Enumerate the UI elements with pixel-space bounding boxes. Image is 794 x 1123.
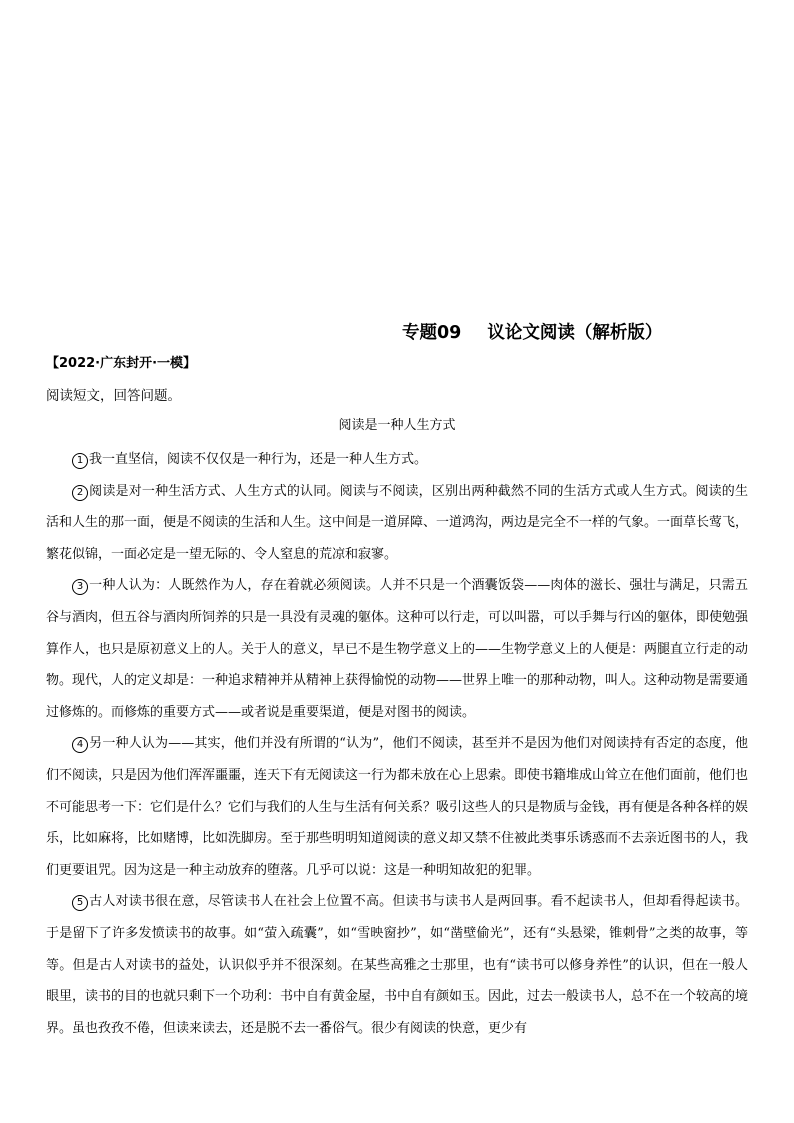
paragraph-number-badge: 1 [72, 453, 88, 469]
source-tag: 【2022·广东封开·一模】 [46, 356, 197, 371]
paragraph-text: 另一种人认为——其实，他们并没有所谓的“认为”，他们不阅读，甚至并不是因为他们对阅读持有否定的态度，他们不阅读，只是因为他们浑浑噩噩，连天下有无阅读这一行为都未放在心上思索。即使书籍堆成山耸立在他们面前，他们也不可能思考一下：它们是什么？它们与我们的人生与生活有何关系？吸引这些人的只是物质与金钱，再有便是各种各样的娱乐，比如麻将，比如赌博，比如洗脚房。至于那些明明知道阅读的意义却又禁不住被此类事乐诱惑而不去亲近图书的人，我们更要诅咒。因为这是一种主动放弃的堕落。几乎可以说：这是一种明知故犯的犯罪。 [46, 736, 749, 878]
paragraph-number-badge: 5 [72, 895, 88, 911]
paragraph-1 [46, 444, 748, 476]
paragraph-number-badge: 4 [72, 737, 88, 753]
paragraph-5 [46, 886, 748, 1044]
title-topic-number: 专题09 [402, 323, 462, 343]
title-topic-name: 议论文阅读（解析版） [487, 323, 663, 343]
paragraph-text: 我一直坚信，阅读不仅仅是一种行为，还是一种人生方式。 [89, 452, 428, 467]
paragraph-3 [46, 570, 748, 728]
paragraph-4 [46, 728, 748, 886]
paragraph-text: 一种人认为：人既然作为人，存在着就必须阅读。人并不只是一个酒囊饭袋——肉体的滋长、强壮与满足，只需五谷与酒肉，但五谷与酒肉所饲养的只是一具没有灵魂的躯体。这种可以行走，可以叫嚣，可以手舞与行凶的躯体，即使勉强算作人，也只是原初意义上的人。关于人的意义，早已不是生物学意义上的——生物学意义上的人便是：两腿直立行走的动物。现代，人的定义却是：一种追求精神并从精神上获得愉悦的动物——世界上唯一的那种动物，叫人。这种动物是需要通过修炼的。而修炼的重要方式——或者说是重要渠道，便是对图书的阅读。 [46, 578, 749, 720]
instruction-text: 阅读短文，回答问题。 [46, 388, 181, 404]
article-body [46, 444, 748, 1044]
paragraph-2 [46, 476, 748, 571]
paragraph-text: 阅读是对一种生活方式、人生方式的认同。阅读与不阅读，区别出两种截然不同的生活方式或人生方式。阅读的生活和人生的那一面，便是不阅读的生活和人生。这中间是一道屏障、一道鸿沟，两边是完全不一样的气象。一面草长莺飞，繁花似锦，一面必定是一望无际的、令人窒息的荒凉和寂寥。 [46, 483, 749, 562]
article-title: 阅读是一种人生方式 [338, 418, 456, 433]
paragraph-text: 古人对读书很在意，尽管读书人在社会上位置不高。但读书与读书人是两回事。看不起读书人，但却看得起读书。于是留下了许多发愤读书的故事。如“萤入疏囊”，如“雪映窗抄”，如“凿壁偷光”，还有“头悬梁，锥刺骨”之类的故事，等等。但是古人对读书的益处，认识似乎并不很深刻。在某些高雅之士那里，也有“读书可以修身养性”的认识，但在一般人眼里，读书的目的也就只剩下一个功利：书中自有黄金屋，书中自有颜如玉。因此，过去一般读书人，总不在一个较高的境界。虽也孜孜不倦，但读来读去，还是脱不去一番俗气。很少有阅读的快意，更少有 [46, 894, 749, 1036]
page-title [402, 319, 662, 344]
paragraph-number-badge: 2 [72, 485, 88, 501]
paragraph-number-badge: 3 [72, 579, 88, 595]
